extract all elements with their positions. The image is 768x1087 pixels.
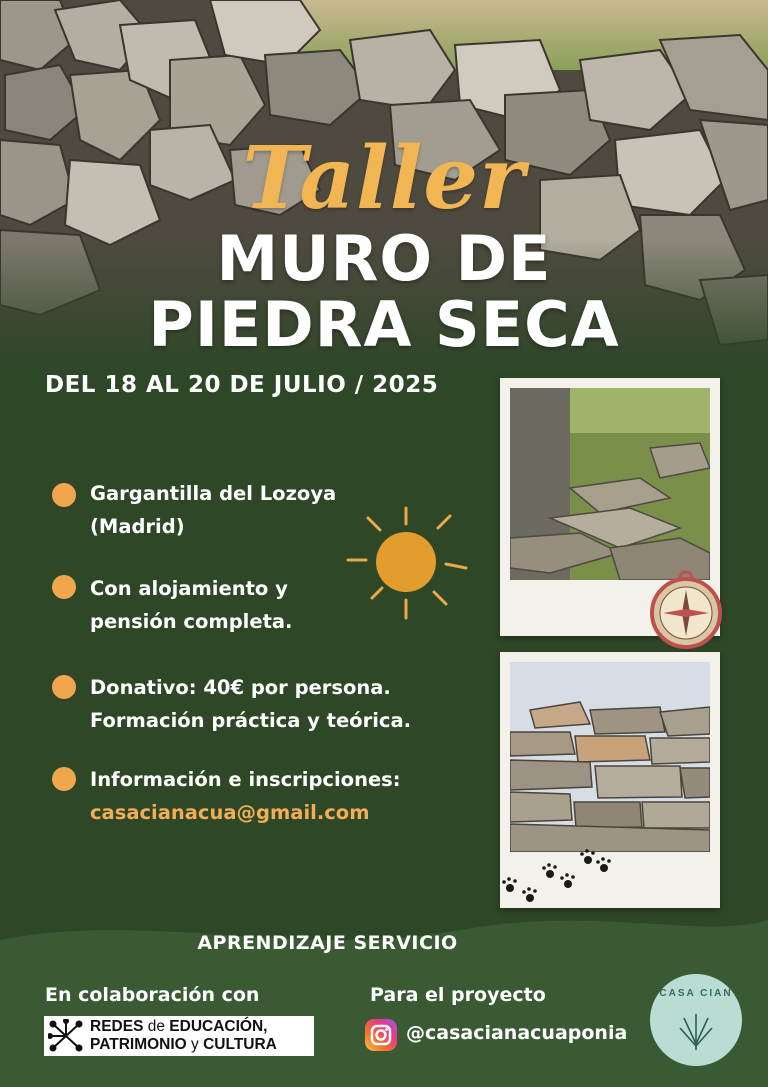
plant-icon xyxy=(676,1004,716,1052)
project-label: Para el proyecto xyxy=(370,984,546,1006)
contact-email-link[interactable]: casacianacua@gmail.com xyxy=(90,801,370,824)
bullet-dot xyxy=(52,483,76,507)
instagram-glyph xyxy=(365,1019,397,1051)
event-dates: DEL 18 AL 20 DE JULIO / 2025 xyxy=(45,372,439,398)
redes-logo-text: REDES de EDUCACIÓN, PATRIMONIO y CULTURA xyxy=(90,1018,277,1053)
redes-logo xyxy=(44,1016,314,1056)
bullet-dot xyxy=(52,767,76,791)
casa-cian-logo xyxy=(650,974,742,1066)
sun-icon xyxy=(342,500,472,625)
info-accommodation-line2: pensión completa. xyxy=(90,610,293,633)
info-donation-line1: Donativo: 40€ por persona. xyxy=(90,676,391,699)
network-icon xyxy=(48,1019,84,1053)
instagram-icon[interactable] xyxy=(365,1019,397,1051)
aprendizaje-servicio-label: APRENDIZAJE SERVICIO xyxy=(197,932,458,954)
title-line-2: PIEDRA SECA xyxy=(148,288,620,361)
info-location-line2: (Madrid) xyxy=(90,515,185,538)
bullet-dot xyxy=(52,675,76,699)
compass-icon xyxy=(644,568,728,650)
title-line-1: MURO DE xyxy=(216,222,552,295)
collaboration-label: En colaboración con xyxy=(45,984,260,1006)
info-contact-line1: Información e inscripciones: xyxy=(90,768,401,791)
info-donation-line2: Formación práctica y teórica. xyxy=(90,709,412,732)
logo-text: CASA CIAN xyxy=(659,988,733,999)
instagram-handle[interactable]: @casacianacuaponia xyxy=(406,1022,628,1044)
title-script: Taller xyxy=(242,128,526,229)
dry-stone-wall-photo xyxy=(510,662,710,852)
info-location-line1: Gargantilla del Lozoya xyxy=(90,482,337,505)
bullet-dot xyxy=(52,575,76,599)
info-donation xyxy=(90,671,411,737)
paw-prints-icon xyxy=(500,846,620,908)
info-accommodation xyxy=(90,572,292,638)
wall-building-photo xyxy=(510,388,710,580)
info-location xyxy=(90,477,336,543)
info-contact xyxy=(90,763,401,829)
info-accommodation-line1: Con alojamiento y xyxy=(90,577,288,600)
